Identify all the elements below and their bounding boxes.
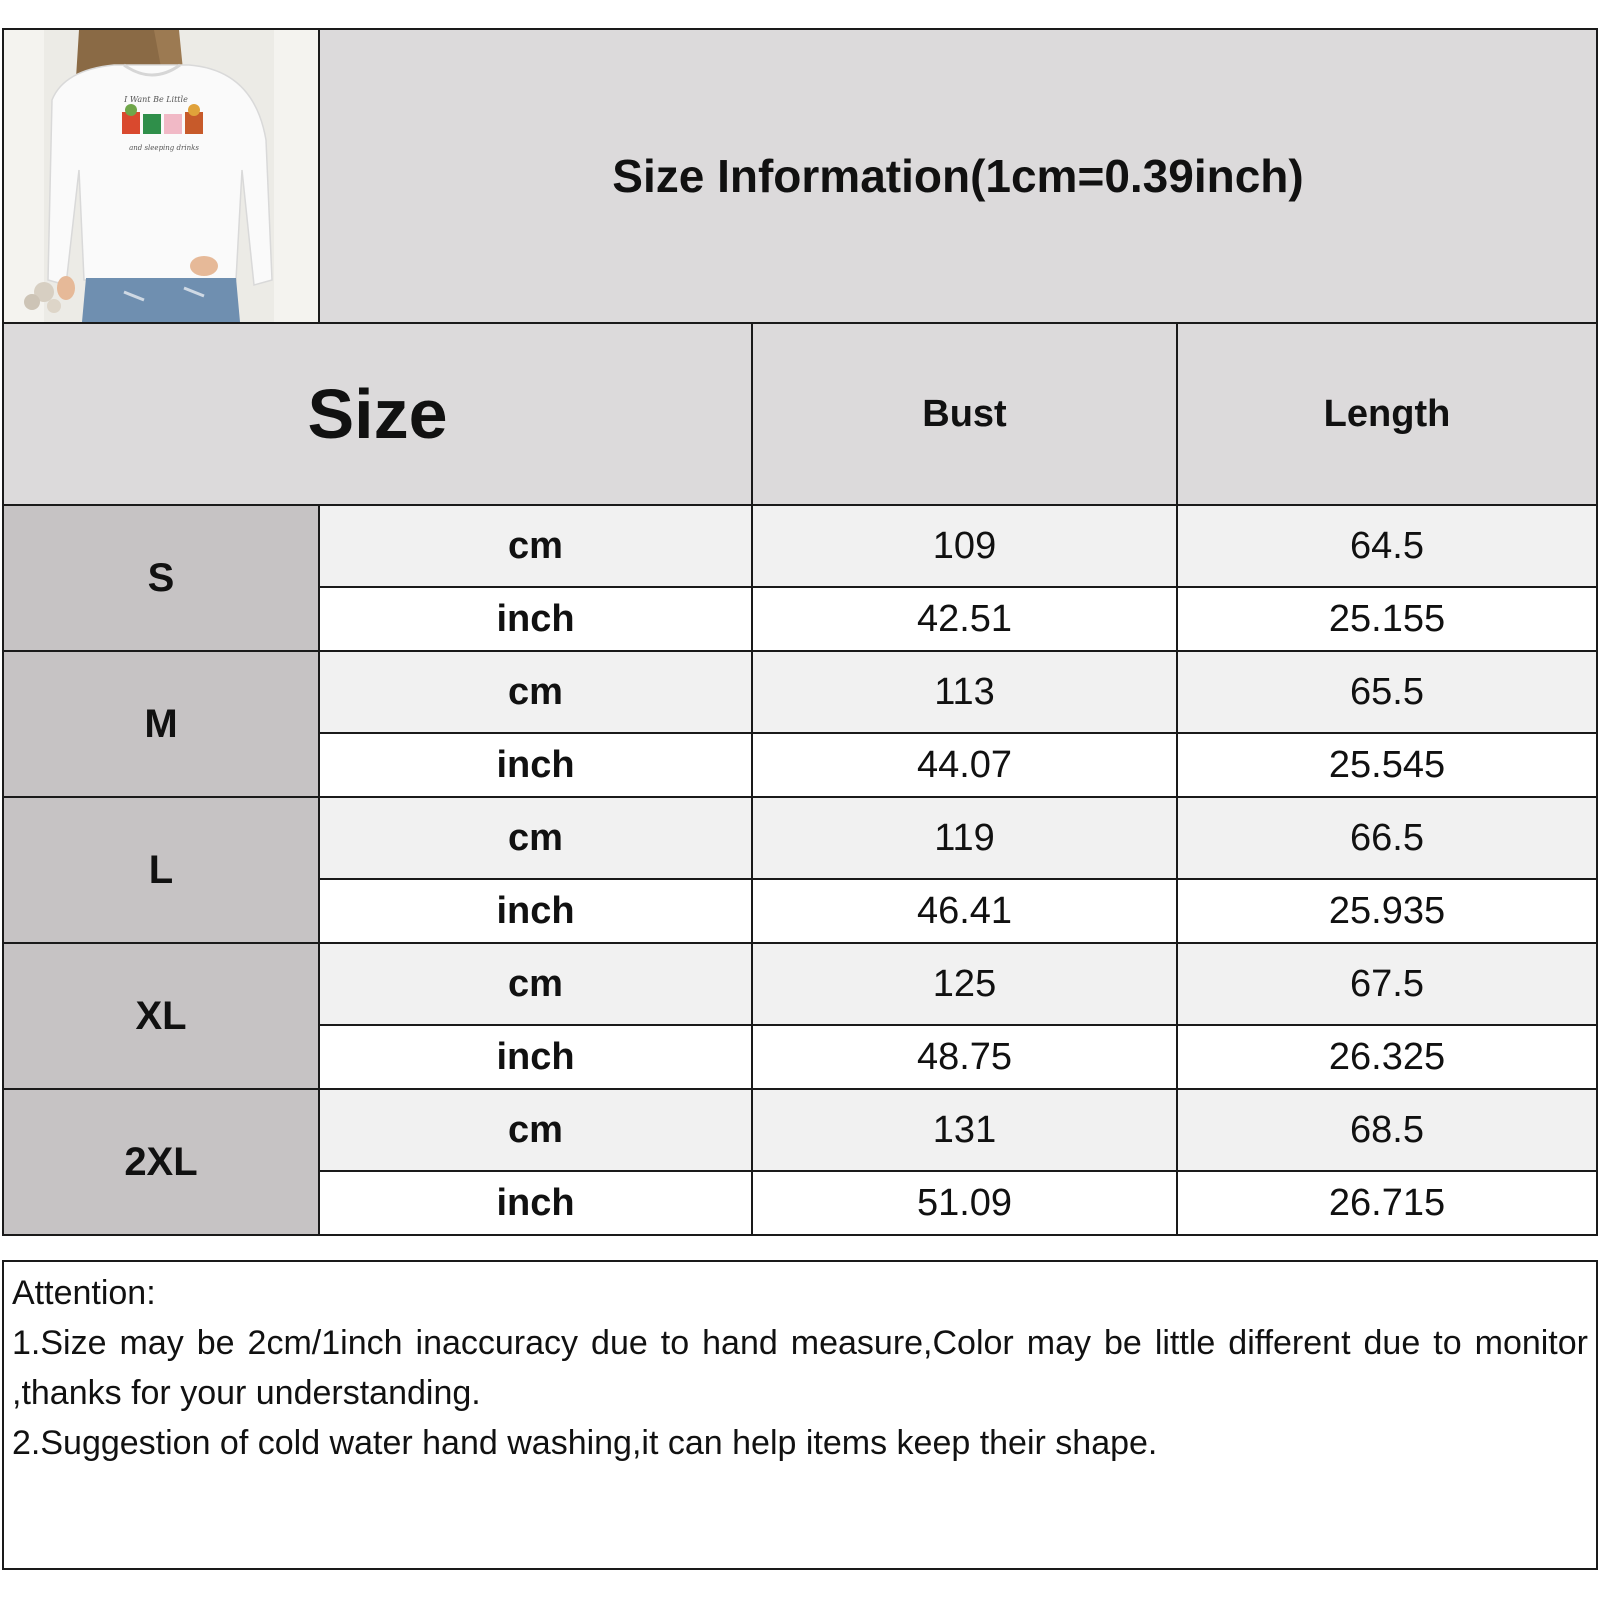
inch-unit-cell xyxy=(318,732,753,798)
cm-length-cell xyxy=(1176,1088,1598,1172)
size-chart xyxy=(2,28,1598,1570)
cm-unit-cell xyxy=(318,1088,753,1172)
inch-bust-cell xyxy=(751,1024,1178,1090)
size-label-cell xyxy=(2,504,320,652)
cm-bust-cell xyxy=(751,504,1178,588)
page-title: Size Information(1cm=0.39inch) xyxy=(612,150,1304,202)
cm-unit-value: cm xyxy=(508,1108,563,1151)
cm-bust-value: 119 xyxy=(934,816,995,859)
inch-unit-value: inch xyxy=(496,1181,575,1224)
cm-length-cell xyxy=(1176,942,1598,1026)
inch-unit-cell xyxy=(318,586,753,652)
cm-length-value: 64.5 xyxy=(1350,524,1424,567)
print-text-top: I Want Be Little xyxy=(124,95,188,104)
size-label-cell xyxy=(2,1088,320,1236)
size-label: XL xyxy=(135,993,187,1038)
cm-bust-value: 131 xyxy=(932,1108,997,1151)
bust-header: Bust xyxy=(922,392,1007,435)
size-label: M xyxy=(144,701,178,746)
inch-unit-value: inch xyxy=(496,597,575,640)
size-header-cell xyxy=(2,322,753,506)
size-label: L xyxy=(148,847,174,892)
cm-bust-cell xyxy=(751,796,1178,880)
size-header: Size xyxy=(307,375,448,453)
product-photo-illustration xyxy=(4,30,318,322)
inch-bust-value: 42.51 xyxy=(916,597,1013,640)
cm-length-value: 67.5 xyxy=(1350,962,1424,1005)
inch-bust-value: 48.75 xyxy=(916,1035,1013,1078)
inch-bust-value: 51.09 xyxy=(916,1181,1013,1224)
cm-length-cell xyxy=(1176,504,1598,588)
inch-bust-value: 46.41 xyxy=(916,889,1013,932)
title-cell xyxy=(318,28,1598,324)
inch-unit-value: inch xyxy=(496,889,575,932)
cm-length-value: 66.5 xyxy=(1350,816,1424,859)
inch-bust-cell xyxy=(751,732,1178,798)
cm-unit-cell xyxy=(318,650,753,734)
inch-length-value: 26.715 xyxy=(1328,1181,1446,1224)
inch-unit-cell xyxy=(318,1024,753,1090)
cm-length-value: 65.5 xyxy=(1350,670,1424,713)
inch-bust-cell xyxy=(751,586,1178,652)
size-label-cell xyxy=(2,650,320,798)
cm-unit-cell xyxy=(318,796,753,880)
cm-unit-value: cm xyxy=(508,962,563,1005)
inch-length-cell xyxy=(1176,732,1598,798)
print-text-bottom: and sleeping drinks xyxy=(129,144,199,152)
size-label: 2XL xyxy=(124,1139,198,1184)
notes-line-1: 1.Size may be 2cm/1inch inaccuracy due to hand measure,Color may be little different due to monitor ,thanks for your understanding. xyxy=(12,1324,1588,1412)
inch-length-cell xyxy=(1176,878,1598,944)
size-label: S xyxy=(147,555,175,600)
cm-length-value: 68.5 xyxy=(1350,1108,1424,1151)
cm-bust-value: 109 xyxy=(932,524,997,567)
inch-unit-value: inch xyxy=(496,743,575,786)
attention-notes xyxy=(2,1260,1598,1570)
inch-length-value: 25.935 xyxy=(1328,889,1446,932)
size-label-cell xyxy=(2,796,320,944)
inch-unit-cell xyxy=(318,878,753,944)
notes-line-2: 2.Suggestion of cold water hand washing,it can help items keep their shape. xyxy=(12,1424,1158,1462)
inch-length-value: 25.545 xyxy=(1328,743,1446,786)
inch-length-cell xyxy=(1176,586,1598,652)
length-header: Length xyxy=(1323,392,1451,435)
cm-unit-value: cm xyxy=(508,670,563,713)
cm-bust-cell xyxy=(751,942,1178,1026)
cm-length-cell xyxy=(1176,650,1598,734)
inch-length-cell xyxy=(1176,1170,1598,1236)
cm-bust-value: 125 xyxy=(932,962,997,1005)
cm-bust-value: 113 xyxy=(934,670,995,713)
inch-bust-cell xyxy=(751,1170,1178,1236)
cm-bust-cell xyxy=(751,1088,1178,1172)
inch-bust-cell xyxy=(751,878,1178,944)
inch-length-cell xyxy=(1176,1024,1598,1090)
cm-length-cell xyxy=(1176,796,1598,880)
notes-heading: Attention: xyxy=(12,1274,156,1312)
size-label-cell xyxy=(2,942,320,1090)
inch-unit-value: inch xyxy=(496,1035,575,1078)
cm-unit-cell xyxy=(318,942,753,1026)
cm-bust-cell xyxy=(751,650,1178,734)
inch-length-value: 25.155 xyxy=(1328,597,1446,640)
inch-unit-cell xyxy=(318,1170,753,1236)
inch-length-value: 26.325 xyxy=(1328,1035,1446,1078)
product-photo xyxy=(2,28,320,324)
cm-unit-value: cm xyxy=(508,816,563,859)
length-header-cell xyxy=(1176,322,1598,506)
cm-unit-cell xyxy=(318,504,753,588)
cm-unit-value: cm xyxy=(508,524,563,567)
bust-header-cell xyxy=(751,322,1178,506)
inch-bust-value: 44.07 xyxy=(916,743,1013,786)
